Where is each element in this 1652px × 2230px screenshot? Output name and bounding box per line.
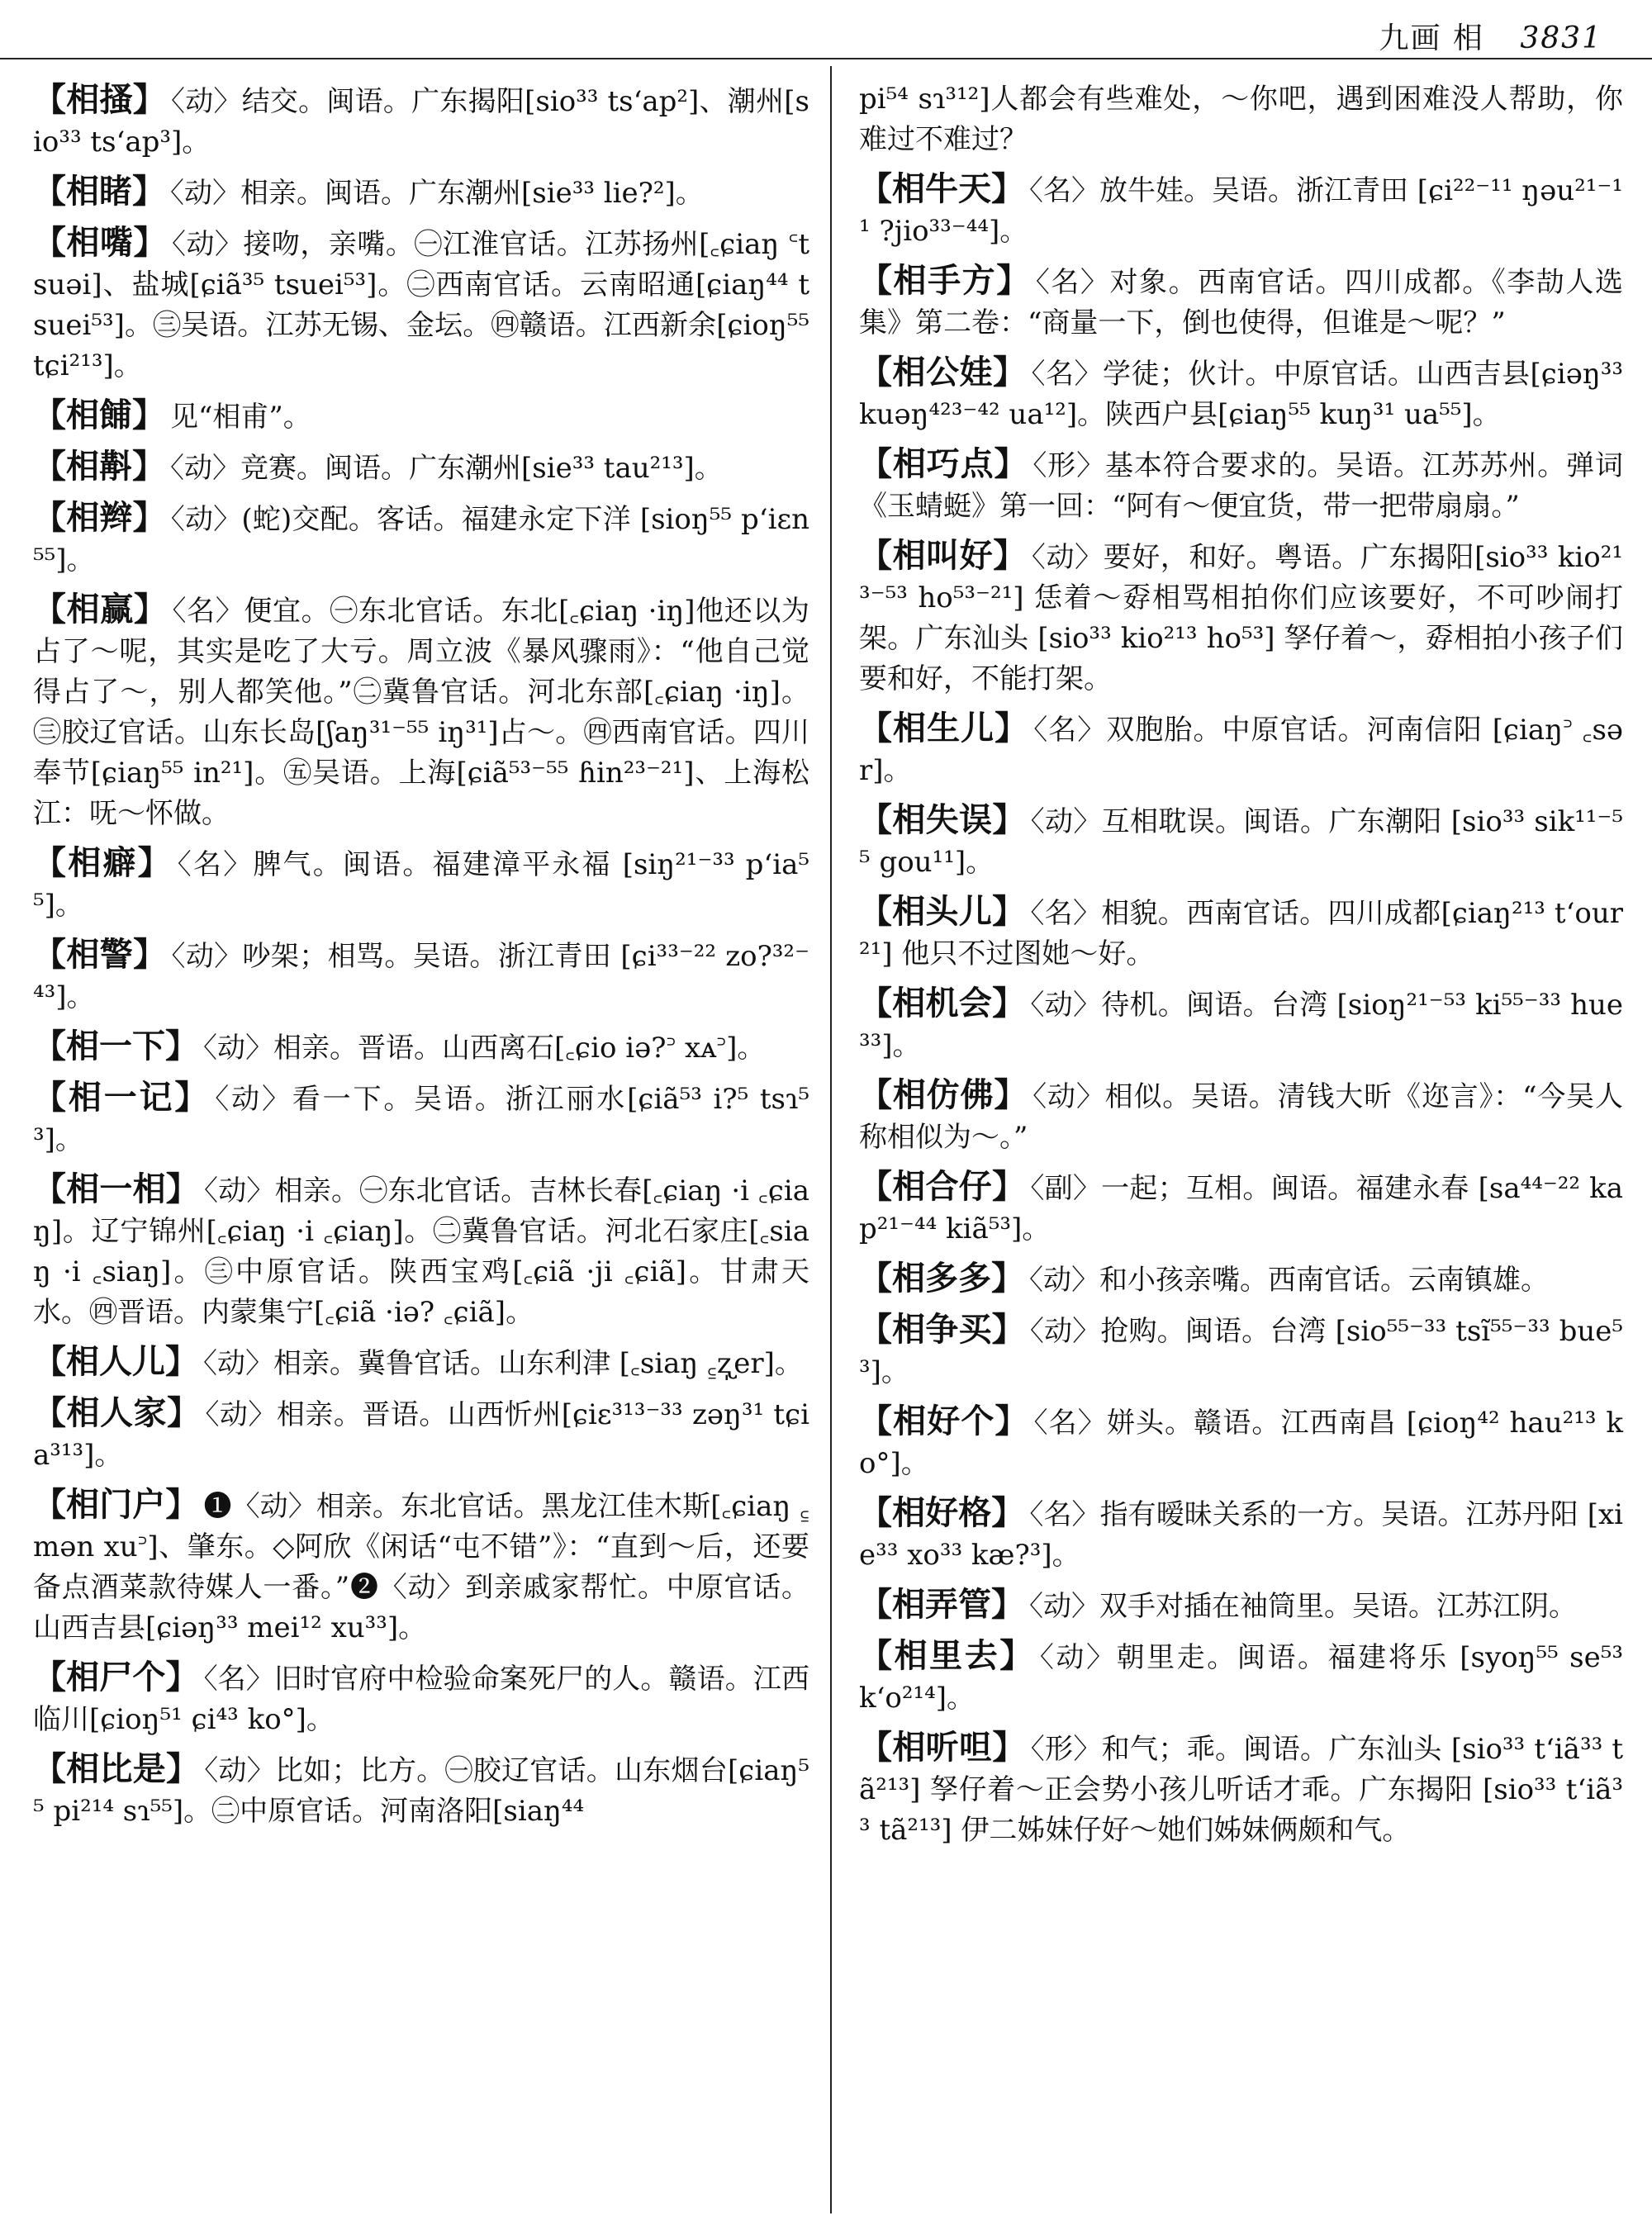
column-divider [830, 66, 832, 2213]
left-column [33, 79, 809, 2213]
dictionary-entry [859, 79, 1623, 160]
entry-definition: 〈名〉旧时官府中检验命案死尸的人。赣语。江西临川[ɕioŋ⁵¹ ɕi⁴³ ko°]。 [33, 1663, 809, 1736]
entry-definition: 〈名〉对象。西南官话。四川成都。《李劼人选集》第二卷：“商量一下，倒也使得，但谁是～呢？” [859, 266, 1624, 339]
dictionary-entry [859, 168, 1623, 252]
dictionary-entry [33, 222, 809, 387]
entry-headword: 【相人儿】 [33, 1342, 198, 1381]
dictionary-entry [33, 79, 809, 163]
entry-headword: 【相一相】 [33, 1170, 200, 1208]
dictionary-entry [859, 1727, 1623, 1851]
section-label: 九画 相 [1379, 21, 1484, 55]
running-head [1379, 15, 1602, 57]
entry-headword: 【相巧点】 [859, 444, 1028, 483]
entry-definition: 〈名〉放牛娃。吴语。浙江青田 [ɕi²²⁻¹¹ ŋəu²¹⁻¹¹ ?jio³³⁻⁴⁴]。 [859, 174, 1624, 248]
dictionary-entry [859, 444, 1623, 527]
entry-definition: 〈动〉结交。闽语。广东揭阳[sio³³ ts‘ap²]、潮州[sio³³ ts‘ap³]。 [33, 85, 809, 159]
entry-definition: 〈动〉竞赛。闽语。广东潮州[sie³³ tau²¹³]。 [170, 452, 723, 485]
entry-headword: 【相牛天】 [859, 169, 1024, 208]
entry-definition: 〈动〉相似。吴语。清钱大昕《迩言》：“今吴人称相似为～。” [859, 1080, 1623, 1154]
entry-definition: 〈动〉接吻，亲嘴。㊀江淮官话。江苏扬州[꜀ɕiaŋ ꜂tsuəi]、盐城[ɕiã³⁵ tsuei⁵³]。㊁西南官话。云南昭通[ɕiaŋ⁴⁴ tsuei⁵³]。㊂吴语。江苏无锡、金坛。㊃赣语。江西新余[ɕioŋ⁵⁵ tɕi²¹³]。 [33, 228, 809, 382]
entry-headword: 【相辫】 [33, 498, 166, 537]
entry-definition: 〈动〉相亲。㊀东北官话。吉林长春[꜀ɕiaŋ ·i ꜀ɕiaŋ]。辽宁锦州[꜀ɕiaŋ ·i ꜀ɕiaŋ]。㊁冀鲁官话。河北石家庄[꜀siaŋ ·i ꜀siaŋ]。㊂中原官话。陕西宝鸡[꜀ɕiã ·ji ꜀ɕiã]。甘肃天水。㊃晋语。内蒙集宁[꜀ɕiã ·iə? ꜀ɕiã]。 [33, 1174, 810, 1329]
entry-definition: 〈动〉互相耽误。闽语。广东潮阳 [sio³³ sik¹¹⁻⁵⁵ gou¹¹]。 [859, 805, 1624, 879]
entry-definition: 〈动〉抢购。闽语。台湾 [sio⁵⁵⁻³³ tsĩ⁵⁵⁻³³ bue⁵³]。 [859, 1315, 1624, 1388]
entry-definition: 〈动〉和小孩亲嘴。西南官话。云南镇雄。 [1029, 1264, 1549, 1297]
dictionary-entry [859, 1584, 1623, 1627]
entry-headword: 【相失误】 [859, 800, 1026, 839]
entry-definition: 〈动〉要好，和好。粤语。广东揭阳[sio³³ kio²¹³⁻⁵³ ho⁵³⁻²¹] 恁着～孬相骂相拍你们应该要好，不可吵闹打架。广东汕头 [sio³³ kio²¹³ ho⁵³] 孥仔着～，孬相拍小孩子们要和好，不能打架。 [859, 541, 1623, 695]
entry-headword: 【相睹】 [33, 172, 165, 211]
entry-headword: 【相一记】 [33, 1078, 211, 1117]
dictionary-entry [859, 708, 1623, 791]
entry-headword: 【相叫好】 [859, 536, 1027, 575]
dictionary-entry [33, 1341, 809, 1384]
entry-headword: 【相餔】 [33, 396, 165, 434]
entry-definition: 〈动〉相亲。冀鲁官话。山东利津 [꜀siaŋ ꜁ʐ̩er]。 [203, 1347, 803, 1380]
entry-definition: 〈名〉姘头。赣语。江西南昌 [ɕioŋ⁴² hau²¹³ ko°]。 [859, 1407, 1623, 1480]
right-column [859, 79, 1623, 2213]
entry-headword: 【相警】 [33, 935, 167, 974]
entry-headword: 【相头儿】 [859, 892, 1026, 931]
entry-definition: 〈名〉双胞胎。中原官话。河南信阳 [ɕiaŋ꜄ ꜀sər]。 [859, 714, 1624, 787]
entry-definition: 〈名〉便宜。㊀东北官话。东北[꜀ɕiaŋ ·iŋ]他还以为占了～呢，其实是吃了大亏。周立波《暴风骤雨》：“他自己觉得占了～，别人都笑他。”㊁冀鲁官话。河北东部[꜀ɕiaŋ ·iŋ]。㊂胶辽官话。山东长岛[ʃaŋ³¹⁻⁵⁵ iŋ³¹]占～。㊃西南官话。四川奉节[ɕiaŋ⁵⁵ in²¹]。㊄吴语。上海[ɕiã⁵³⁻⁵⁵ ɦin²³⁻²¹]、上海松江：呒～怀做。 [33, 595, 810, 830]
entry-definition: 〈名〉指有暧昧关系的一方。吴语。江苏丹阳 [xie³³ xo³³ kæ?³]。 [859, 1498, 1624, 1572]
dictionary-entry [33, 497, 809, 581]
dictionary-entry [33, 1026, 809, 1069]
entry-headword: 【相癖】 [33, 843, 173, 882]
dictionary-entry [859, 260, 1623, 344]
entry-headword: 【相仿佛】 [859, 1075, 1028, 1114]
entry-definition: 〈名〉相貌。西南官话。四川成都[ɕiaŋ²¹³ t‘our²¹] 他只不过图她～好。 [859, 897, 1624, 970]
entry-headword: 【相嘴】 [33, 223, 167, 262]
entry-headword: 【相听呾】 [859, 1728, 1026, 1767]
entry-headword: 【相一下】 [33, 1027, 198, 1065]
entry-definition: 〈动〉朝里走。闽语。福建将乐 [syoŋ⁵⁵ se⁵³ k‘o²¹⁴]。 [859, 1641, 1623, 1715]
entry-definition: 〈动〉(蛇)交配。客话。福建永定下洋 [sioŋ⁵⁵ p‘iɛn⁵⁵]。 [33, 503, 809, 576]
entry-definition: 〈名〉脾气。闽语。福建漳平永福 [siŋ²¹⁻³³ p‘ia⁵⁵]。 [33, 848, 809, 922]
dictionary-entry [859, 1075, 1623, 1158]
entry-definition: 〈形〉和气；乖。闽语。广东汕头 [sio³³ t‘iã³³ tã²¹³] 孥仔着～正会势小孩儿听话才乖。广东揭阳 [sio³³ t‘iã³³ tã²¹³] 伊二姊妹仔好～她们姊妹俩颇和气。 [859, 1733, 1624, 1847]
entry-headword: 【相门户】 [33, 1485, 199, 1524]
entry-headword: 【相弄管】 [859, 1585, 1024, 1624]
dictionary-entry [859, 1166, 1623, 1250]
dictionary-entry [859, 1635, 1623, 1719]
entry-headword: 【相生儿】 [859, 709, 1029, 747]
dictionary-entry [33, 1077, 809, 1160]
dictionary-entry [859, 1401, 1623, 1484]
dictionary-entry [33, 1484, 809, 1649]
dictionary-entry [33, 1169, 809, 1333]
entry-headword: 【相公娃】 [859, 353, 1027, 391]
entry-definition: pi⁵⁴ sɿ³¹²]人都会有些难处，～你吧，遇到困难没人帮助，你难过不难过？ [859, 83, 1623, 156]
dictionary-entry [33, 446, 809, 489]
entry-headword: 【相多多】 [859, 1259, 1024, 1298]
entry-headword: 【相人家】 [33, 1393, 201, 1432]
dictionary-entry [33, 1657, 809, 1740]
entry-headword: 【相里去】 [859, 1636, 1035, 1675]
entry-headword: 【相好格】 [859, 1493, 1025, 1532]
entry-definition: 〈动〉双手对插在袖筒里。吴语。江苏江阴。 [1029, 1590, 1577, 1623]
entry-headword: 【相赢】 [33, 590, 168, 629]
entry-definition: 〈动〉比如；比方。㊀胶辽官话。山东烟台[ɕiaŋ⁵⁵ pi²¹⁴ sɿ⁵⁵]。㊁中原官话。河南洛阳[siaŋ⁴⁴ [33, 1754, 810, 1828]
dictionary-entry [33, 395, 809, 438]
entry-headword: 【相争买】 [859, 1310, 1025, 1349]
dictionary-entry [859, 983, 1623, 1066]
page-header [0, 0, 1652, 59]
dictionary-entry [859, 1309, 1623, 1393]
dictionary-entry [859, 352, 1623, 435]
dictionary-entry [33, 589, 809, 834]
entry-definition: ❶〈动〉相亲。东北官话。黑龙江佳木斯[꜀ɕiaŋ ꜁mən xu꜄]、肇东。◇阿欣《闲话“屯不错”》：“直到～后，还要备点酒菜款待媒人一番。”❷〈动〉到亲戚家帮忙。中原官话。山西吉县[ɕiəŋ³³ mei¹² xu³³]。 [33, 1490, 809, 1644]
entry-definition: 〈动〉看一下。吴语。浙江丽水[ɕiã⁵³ i?⁵ tsɿ⁵³]。 [33, 1083, 809, 1156]
dictionary-entry [33, 1748, 809, 1832]
dictionary-entry [859, 1492, 1623, 1576]
entry-headword: 【相手方】 [859, 261, 1031, 300]
dictionary-entry [33, 171, 809, 214]
dictionary-entry [33, 842, 809, 926]
entry-headword: 【相比是】 [33, 1749, 200, 1788]
entry-definition: 〈动〉待机。闽语。台湾 [sioŋ²¹⁻⁵³ ki⁵⁵⁻³³ hue³³]。 [859, 989, 1624, 1062]
dictionary-entry [33, 1393, 809, 1476]
entry-definition: 〈动〉相亲。晋语。山西离石[꜀ɕio iə?꜄ xᴀ꜄]。 [203, 1032, 766, 1065]
entry-headword: 【相机会】 [859, 984, 1026, 1022]
dictionary-entry [33, 934, 809, 1018]
dictionary-entry [859, 891, 1623, 975]
entry-headword: 【相搔】 [33, 80, 166, 119]
entry-definition: 〈形〉基本符合要求的。吴语。江苏苏州。弹词《玉蜻蜓》第一回：“阿有～便宜货，带一把带扇扇。” [859, 449, 1624, 523]
page-number: 3831 [1520, 21, 1602, 55]
entry-definition: 〈副〉一起；互相。闽语。福建永春 [sa⁴⁴⁻²² kap²¹⁻⁴⁴ kiã⁵³]。 [859, 1172, 1624, 1245]
dictionary-entry [859, 799, 1623, 883]
entry-definition: 〈动〉相亲。闽语。广东潮州[sie³³ lie?²]。 [170, 177, 704, 210]
entry-definition: 〈名〉学徒；伙计。中原官话。山西吉县[ɕiəŋ³³ kuəŋ⁴²³⁻⁴² ua¹²]。陕西户县[ɕiaŋ⁵⁵ kuŋ³¹ ua⁵⁵]。 [859, 358, 1623, 431]
entry-headword: 【相尸个】 [33, 1658, 199, 1696]
entry-headword: 【相斠】 [33, 447, 165, 486]
entry-definition: 〈动〉相亲。晋语。山西忻州[ɕiɛ³¹³⁻³³ zəŋ³¹ tɕia³¹³]。 [33, 1398, 810, 1472]
dictionary-entry [859, 1258, 1623, 1301]
entry-definition: 见“相甫”。 [170, 401, 311, 434]
entry-headword: 【相合仔】 [859, 1167, 1026, 1206]
entry-definition: 〈动〉吵架；相骂。吴语。浙江青田 [ɕi³³⁻²² zo?³²⁻⁴³]。 [33, 940, 810, 1013]
entry-headword: 【相好个】 [859, 1402, 1029, 1440]
dictionary-entry [859, 535, 1623, 700]
